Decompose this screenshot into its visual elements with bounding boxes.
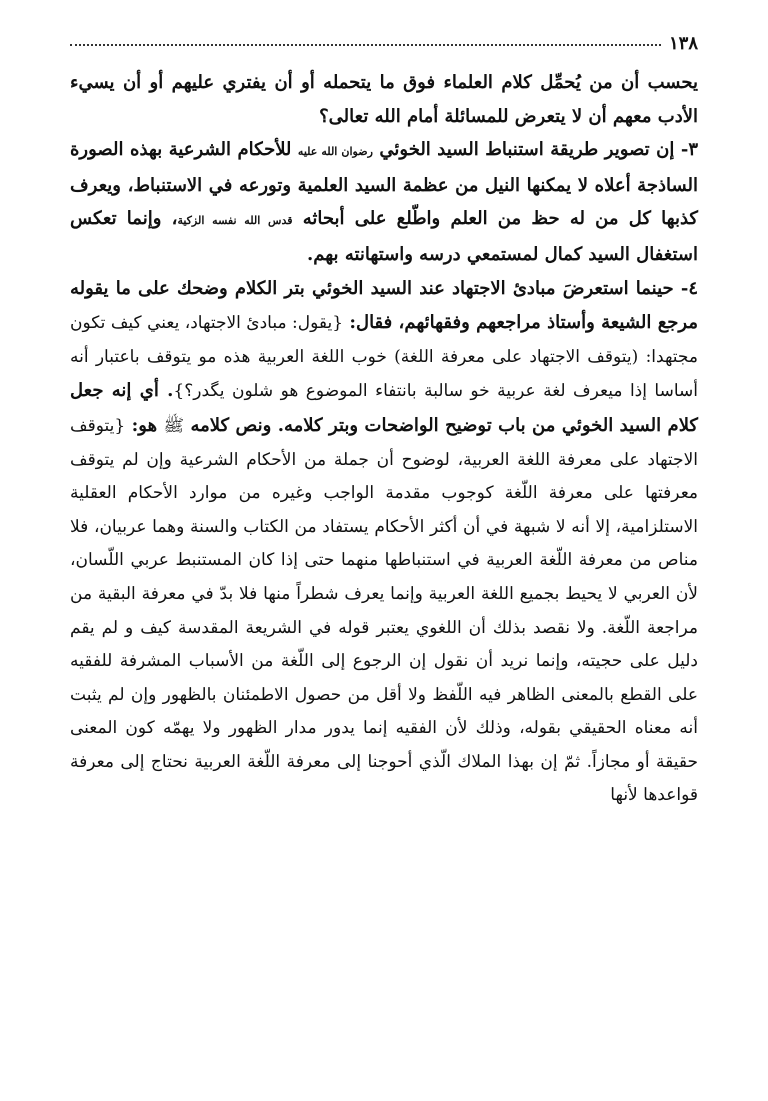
page-number: ١٣٨ bbox=[668, 32, 698, 54]
paragraph-3 bbox=[70, 272, 698, 814]
paragraph-2 bbox=[70, 133, 698, 271]
page-body bbox=[70, 66, 698, 813]
quoted-speech: {يقول: مبادئ الاجتهاد، يعني كيف تكون مجتهدا: (يتوقف الاجتهاد على معرفة اللغة) خوب اللغة العربية هذه مو يتوقف باعتبار أنه أساسا إذا ميعرف لغة عربية خو سالبة بانتفاء الموضوع هو شلون يگدر؟} bbox=[70, 313, 698, 402]
paragraph-3-lead: هو: bbox=[125, 414, 164, 436]
dotted-rule bbox=[70, 44, 661, 46]
quoted-text: {يتوقف الاجتهاد على معرفة اللغة العربية، لوضوح أن جملة من الأحكام الشرعية وإن لم يتوقف معرفتها على معرفة اللّغة كوجوب مقدمة الواجب وغيره من موارد الأحكام العقلية الاستلزامية، إلا أنه لا شبهة في أن أكثر الأحكام يستفاد من الكتاب والسنة وهما عربيان، فلا مناص من معرفة اللّغة العربية في استنباطها منهما حتى إذا كان المستنبط عربي اللّسان، لأن العربي لا يحيط بجميع اللغة العربية وإنما يعرف شطراً منها فلا بدّ في معرفة البقية من مراجعة اللّغة. ولا نقصد بذلك أن اللغوي يعتبر قوله في الشريعة المقدسة كيف و لم يقم دليل على حجيته، وإنما نريد أن نقول إن الرجوع إلى اللّغة من الأسباب المشرفة للفقيه على القطع بالمعنى الظاهر فيه اللّفظ ولا أقل من حصول الاطمئنان بالظهور وإن لم يثبت أنه معناه الحقيقي بقوله، وذلك لأن الفقيه إنما يدور مدار الظهور ولا يهمّه كون المعنى حقيقة أو مجازاً. ثمّ إن بهذا الملاك الّذي أحوجنا إلى معرفة اللّغة العربية نحتاج إلى معرفة قواعدها لأنها bbox=[70, 415, 698, 806]
paragraph-3-intro: ٤- حينما استعرضَ مبادئ الاجتهاد عند السيد الخوئي بتر الكلام وضحك على ما يقوله مرجع الشيعة وأستاذ مراجعهم وفقهائهم، فقال: bbox=[70, 277, 698, 334]
paragraph-3-comment: . أي إنه جعل كلام السيد الخوئي من باب توضيح الواضحات وبتر كلامه. ونص كلامه bbox=[70, 380, 698, 436]
honorific-note-2: قدس الله نفسه الزكية bbox=[177, 214, 293, 228]
page bbox=[70, 28, 698, 813]
honorific-symbol: ﷺ bbox=[163, 415, 185, 436]
honorific-note: رضوان الله عليه bbox=[297, 145, 373, 159]
page-header bbox=[70, 28, 698, 58]
paragraph-1: يحسب أن من يُحمِّل كلام العلماء فوق ما يتحمله أو أن يفتري عليهم أو أن يسيء الأدب معهم أن لا يتعرض للمسائلة أمام الله تعالى؟ bbox=[70, 72, 698, 127]
paragraph-2-text-c: ، وإنما تعكس استغفال السيد كمال لمستمعي درسه واستهانته بهم. bbox=[70, 208, 698, 265]
paragraph-2-text-b: للأحكام الشرعية بهذه الصورة الساذجة أعلاه لا يمكنها النيل من عظمة السيد العلمية وتورعه في الاستنباط، ويعرف كذبها كل من له حظ من العلم واطّلع على أبحاثه bbox=[70, 139, 698, 230]
paragraph-2-text-a: ٣- إن تصوير طريقة استنباط السيد الخوئي bbox=[372, 139, 698, 161]
